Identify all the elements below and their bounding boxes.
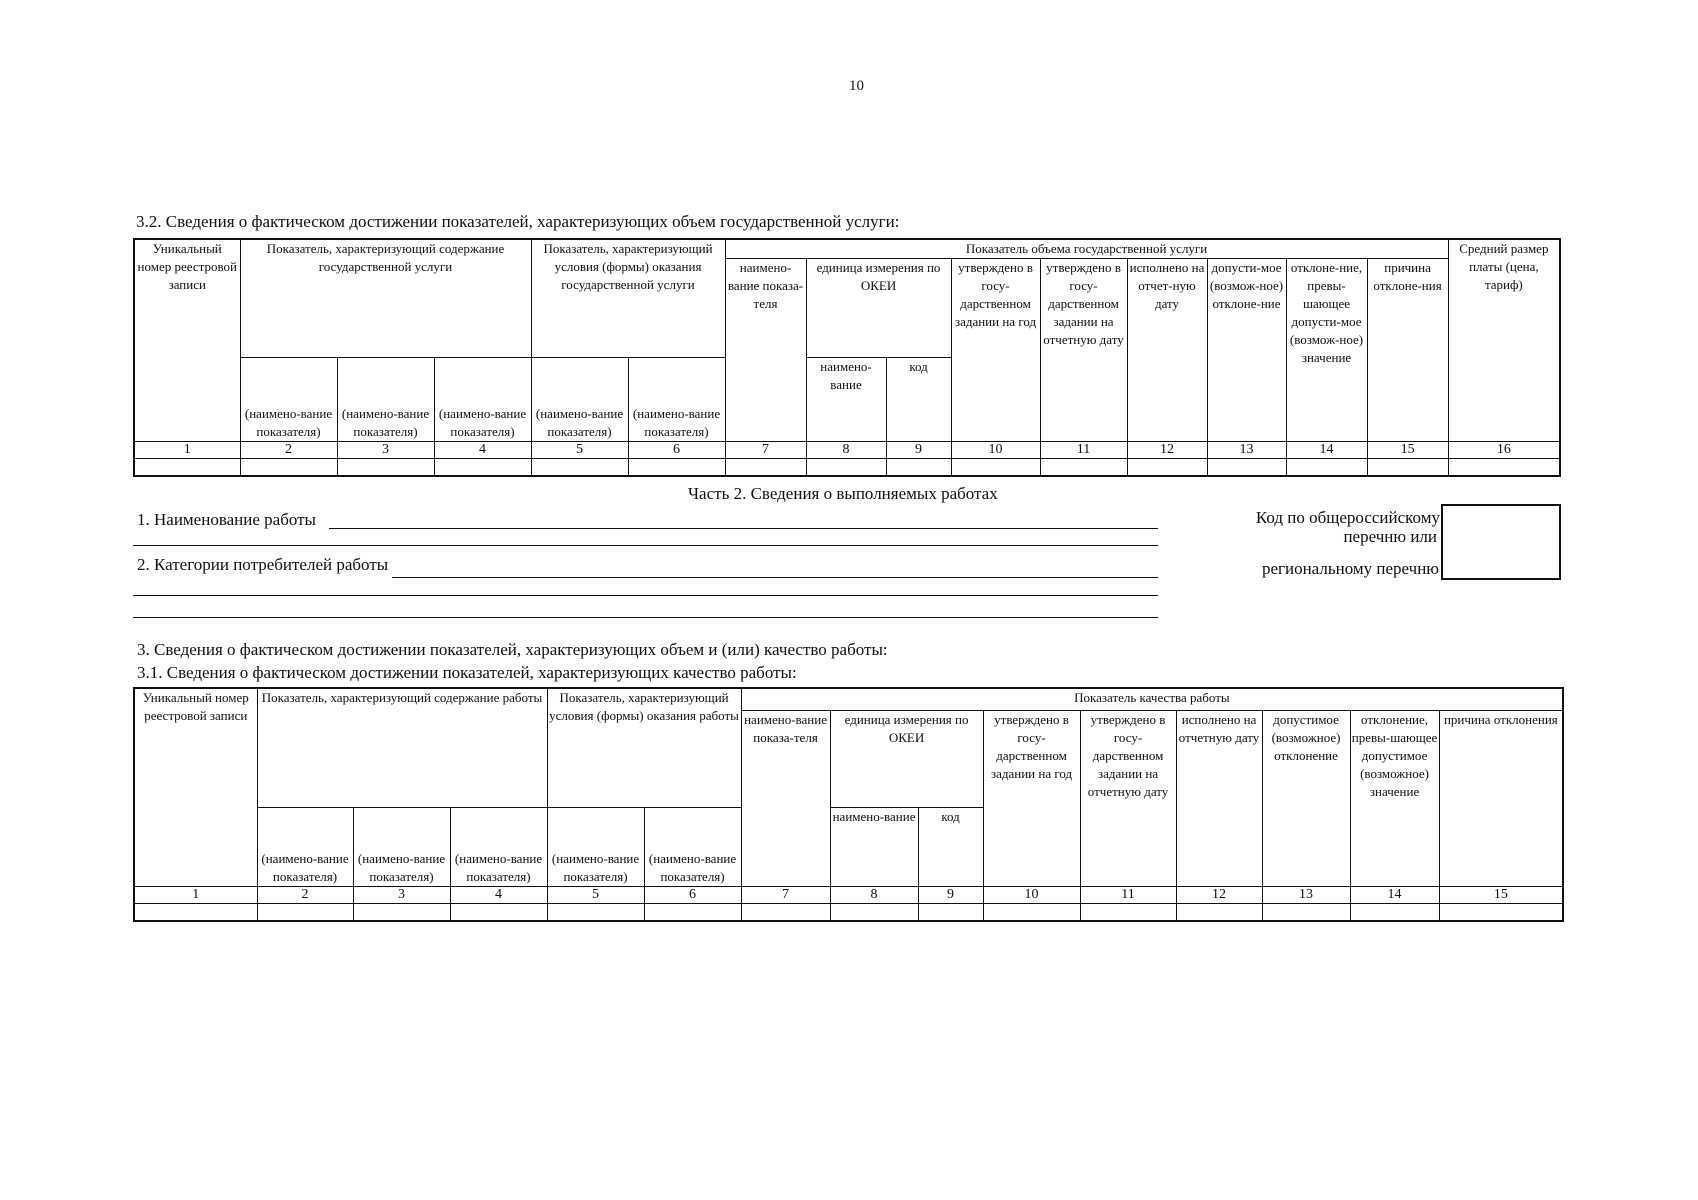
header-executed: исполнено на отчет-ную дату: [1127, 259, 1207, 442]
empty-cell[interactable]: [918, 903, 983, 921]
empty-cell[interactable]: [951, 459, 1040, 477]
column-number: 11: [1080, 886, 1176, 903]
column-number: 5: [547, 886, 644, 903]
header-unit-name: наимено-вание: [806, 358, 886, 442]
part2-title: Часть 2. Сведения о выполняемых работах: [688, 484, 998, 503]
header-registry-number: Уникальный номер реестровой записи: [134, 688, 257, 886]
code-label-line-3: региональному перечню: [1261, 559, 1439, 578]
empty-cell[interactable]: [1350, 903, 1439, 921]
param-name-cell: (наимено-вание показателя): [257, 807, 353, 886]
page-number: 10: [849, 78, 864, 94]
param-name-cell: (наимено-вание показателя): [240, 358, 337, 442]
empty-cell[interactable]: [628, 459, 725, 477]
column-number: 6: [644, 886, 741, 903]
empty-cell[interactable]: [434, 459, 531, 477]
empty-cell[interactable]: [1286, 459, 1367, 477]
param-name-cell: (наимено-вание показателя): [628, 358, 725, 442]
header-service-conditions: Показатель, характеризующий условия (формы) оказания государственной услуги: [531, 239, 725, 358]
volume-indicators-table: [133, 238, 1561, 477]
consumers-label: 2. Категории потребителей работы: [137, 555, 389, 574]
header-allowed-deviation: допусти-мое (возмож-ное) отклоне-ние: [1207, 259, 1286, 442]
work-name-field-line-2[interactable]: [133, 545, 1158, 546]
header-unit-name: наимено-вание: [830, 807, 918, 886]
param-name-cell: (наимено-вание показателя): [547, 807, 644, 886]
column-number: 9: [886, 442, 951, 459]
empty-cell[interactable]: [337, 459, 434, 477]
column-number: 7: [741, 886, 830, 903]
empty-cell[interactable]: [886, 459, 951, 477]
empty-cell[interactable]: [806, 459, 886, 477]
header-registry-number: Уникальный номер реестровой записи: [134, 239, 240, 442]
empty-cell[interactable]: [983, 903, 1080, 921]
column-number: 2: [240, 442, 337, 459]
column-number: 7: [725, 442, 806, 459]
column-number: 4: [450, 886, 547, 903]
column-number: 9: [918, 886, 983, 903]
param-name-cell: (наимено-вание показателя): [450, 807, 547, 886]
empty-cell[interactable]: [547, 903, 644, 921]
section-3-2-title: 3.2. Сведения о фактическом достижении показателей, характеризующих объем государственной услуги:: [136, 212, 900, 231]
empty-cell[interactable]: [1439, 903, 1563, 921]
param-name-cell: (наимено-вание показателя): [644, 807, 741, 886]
code-label-line-2: перечню или: [1343, 527, 1437, 546]
column-number: 8: [830, 886, 918, 903]
header-volume-indicator: Показатель объема государственной услуги: [725, 239, 1448, 259]
table-row: [134, 903, 1563, 921]
header-allowed-deviation: допустимое (возможное) отклонение: [1262, 710, 1350, 886]
param-name-cell: (наимено-вание показателя): [434, 358, 531, 442]
empty-cell[interactable]: [353, 903, 450, 921]
column-number: 11: [1040, 442, 1127, 459]
empty-cell[interactable]: [830, 903, 918, 921]
column-number: 14: [1350, 886, 1439, 903]
column-number: 12: [1127, 442, 1207, 459]
empty-cell[interactable]: [1127, 459, 1207, 477]
empty-cell[interactable]: [240, 459, 337, 477]
empty-cell[interactable]: [134, 903, 257, 921]
empty-cell[interactable]: [1262, 903, 1350, 921]
column-number: 4: [434, 442, 531, 459]
empty-cell[interactable]: [1207, 459, 1286, 477]
consumers-field[interactable]: [392, 577, 1158, 578]
column-number: 2: [257, 886, 353, 903]
consumers-field-line-3[interactable]: [133, 617, 1158, 618]
empty-cell[interactable]: [1367, 459, 1448, 477]
column-number: 16: [1448, 442, 1560, 459]
column-number: 13: [1207, 442, 1286, 459]
column-number: 13: [1262, 886, 1350, 903]
header-unit-code: код: [918, 807, 983, 886]
empty-cell[interactable]: [1080, 903, 1176, 921]
column-number: 12: [1176, 886, 1262, 903]
column-number: 5: [531, 442, 628, 459]
column-number: 3: [353, 886, 450, 903]
header-approved-year: утверждено в госу-дарственном задании на год: [951, 259, 1040, 442]
code-label-line-1: Код по общероссийскому: [1255, 508, 1440, 527]
param-name-cell: (наимено-вание показателя): [353, 807, 450, 886]
header-executed: исполнено на отчетную дату: [1176, 710, 1262, 886]
header-exceeding-deviation: отклонение, превы-шающее допустимое (возможное) значение: [1350, 710, 1439, 886]
empty-cell[interactable]: [531, 459, 628, 477]
header-service-content: Показатель, характеризующий содержание государственной услуги: [240, 239, 531, 358]
empty-cell[interactable]: [450, 903, 547, 921]
section-3-1-title: 3.1. Сведения о фактическом достижении показателей, характеризующих качество работы:: [137, 663, 797, 682]
empty-cell[interactable]: [1448, 459, 1560, 477]
column-number: 10: [951, 442, 1040, 459]
header-work-conditions: Показатель, характеризующий условия (формы) оказания работы: [547, 688, 741, 807]
section-3-title: 3. Сведения о фактическом достижении показателей, характеризующих объем и (или) качество работы:: [137, 640, 888, 659]
work-name-label: 1. Наименование работы: [137, 510, 316, 529]
column-number: 15: [1367, 442, 1448, 459]
header-quality-indicator: Показатель качества работы: [741, 688, 1563, 710]
column-number: 1: [134, 442, 240, 459]
empty-cell[interactable]: [1176, 903, 1262, 921]
header-unit-code: код: [886, 358, 951, 442]
header-indicator-name: наимено-вание показа-теля: [725, 259, 806, 442]
param-name-cell: (наимено-вание показателя): [337, 358, 434, 442]
header-work-content: Показатель, характеризующий содержание работы: [257, 688, 547, 807]
column-number: 10: [983, 886, 1080, 903]
empty-cell[interactable]: [644, 903, 741, 921]
empty-cell[interactable]: [725, 459, 806, 477]
column-number: 15: [1439, 886, 1563, 903]
column-numbers-row: [134, 442, 1560, 459]
header-average-fee: Средний размер платы (цена, тариф): [1448, 239, 1560, 442]
header-exceeding-deviation: отклоне-ние, превы-шающее допусти-мое (возмож-ное) значение: [1286, 259, 1367, 442]
empty-cell[interactable]: [257, 903, 353, 921]
header-indicator-name: наимено-вание показа-теля: [741, 710, 830, 886]
registry-code-box[interactable]: [1441, 504, 1561, 580]
column-number: 8: [806, 442, 886, 459]
header-deviation-reason: причина отклонения: [1439, 710, 1563, 886]
header-unit-okei: единица измерения по ОКЕИ: [830, 710, 983, 807]
column-number: 3: [337, 442, 434, 459]
column-number: 14: [1286, 442, 1367, 459]
column-number: 1: [134, 886, 257, 903]
empty-cell[interactable]: [1040, 459, 1127, 477]
column-number: 6: [628, 442, 725, 459]
consumers-field-line-2[interactable]: [133, 595, 1158, 596]
header-approved-report-date: утверждено в госу-дарственном задании на отчетную дату: [1040, 259, 1127, 442]
work-name-field[interactable]: [329, 528, 1158, 529]
empty-cell[interactable]: [741, 903, 830, 921]
table-row: [134, 459, 1560, 477]
column-numbers-row: [134, 886, 1563, 903]
header-approved-year: утверждено в госу-дарственном задании на год: [983, 710, 1080, 886]
header-deviation-reason: причина отклоне-ния: [1367, 259, 1448, 442]
empty-cell[interactable]: [134, 459, 240, 477]
header-approved-report-date: утверждено в госу-дарственном задании на отчетную дату: [1080, 710, 1176, 886]
header-unit-okei: единица измерения по ОКЕИ: [806, 259, 951, 358]
quality-indicators-table: [133, 687, 1564, 922]
param-name-cell: (наимено-вание показателя): [531, 358, 628, 442]
